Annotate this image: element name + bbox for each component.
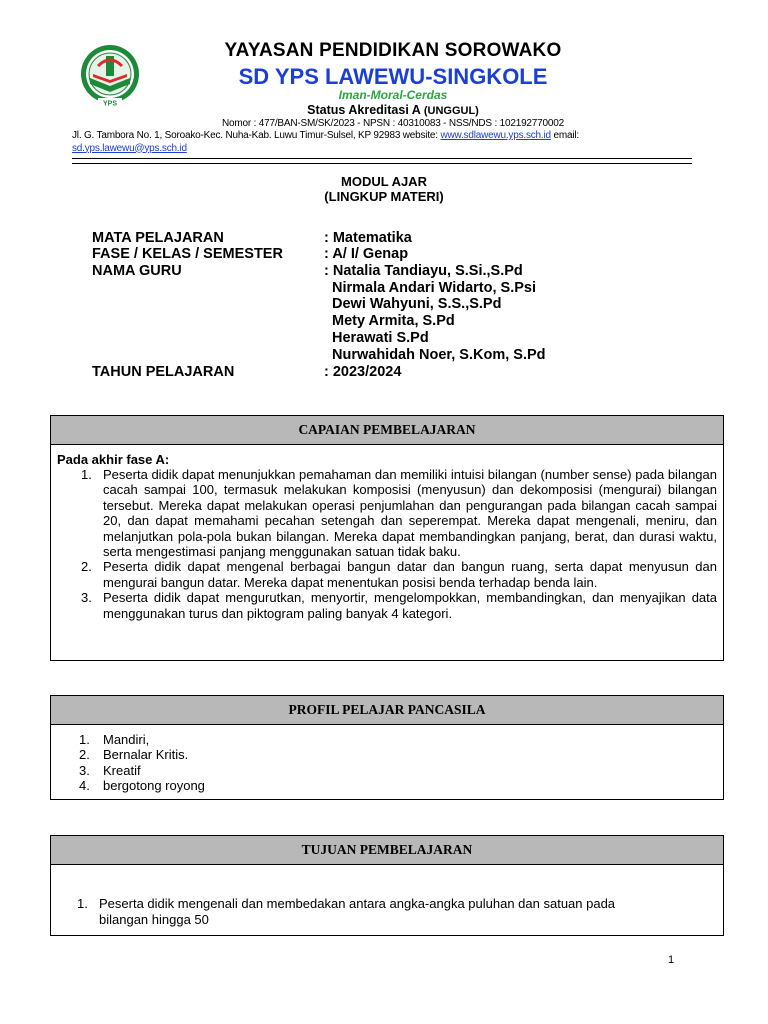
document-title: MODUL AJAR	[341, 174, 427, 189]
subject-value: : Matematika	[324, 230, 412, 246]
tujuan-heading: TUJUAN PEMBELAJARAN	[51, 836, 723, 865]
capaian-section	[50, 415, 724, 661]
list-item: 3. Kreatif	[79, 762, 141, 778]
accreditation-status	[0, 100, 768, 117]
profil-item-text: Kreatif	[103, 762, 141, 778]
registration-numbers: Nomor : 477/BAN-SM/SK/2023 - NPSN : 40310083 - NSS/NDS : 102192770002	[222, 118, 564, 129]
school-name: SD YPS LAWEWU-SINGKOLE	[238, 64, 548, 89]
teacher-label: NAMA GURU	[92, 263, 182, 279]
phase-value: : A/ I/ Genap	[324, 246, 409, 262]
profil-heading: PROFIL PELAJAR PANCASILA	[51, 696, 723, 725]
logo-text: YPS	[102, 100, 118, 108]
foundation-name: YAYASAN PENDIDIKAN SOROWAKO	[224, 40, 562, 61]
list-item: 4. bergotong royong	[79, 778, 205, 794]
email-link[interactable]: sd.yps.lawewu@yps.sch.id	[72, 142, 187, 154]
page-number: 1	[668, 954, 675, 966]
email-label: email:	[553, 130, 579, 141]
address-text: Jl. G. Tambora No. 1, Soroako-Kec. Nuha-Kab. Luwu Timur-Sulsel, KP 92983 website:	[72, 130, 438, 141]
phase-label: FASE / KELAS / SEMESTER	[92, 246, 283, 262]
list-item: 1. Peserta didik mengenali dan membedakan antara angka-angka puluhan dan satuan pada bilangan hingga 50	[77, 896, 663, 928]
school-motto: Iman-Moral-Cerdas	[338, 88, 448, 102]
school-address	[72, 130, 692, 155]
capaian-list	[57, 467, 717, 621]
teacher-name: Dewi Wahyuni, S.S.,S.Pd	[332, 296, 502, 312]
document-subtitle: (LINGKUP MATERI)	[324, 189, 444, 204]
list-item: 1. Mandiri,	[79, 732, 150, 747]
tujuan-item-text: Peserta didik mengenali dan membedakan antara angka-angka puluhan dan satuan pada bilangan hingga 50	[99, 896, 616, 927]
website-link[interactable]: www.sdlawewu.yps.sch.id	[440, 130, 551, 141]
capaian-item-text: Peserta didik dapat menunjukkan pemahaman dan memiliki intuisi bilangan (number sense) pada bilangan cacah sampai 100, termasuk melakukan komposisi (menyusun) dan dekomposisi (mengurai) bilangan tersebut. Mereka dapat melakukan operasi penjumlahan dan pengurangan pada bilangan cacah sampai 20, dan dapat memahami pecahan setengah dan seperempat. Mereka dapat mengenali, meniru, dan melanjutkan pola-pola bukan bilangan. Mereka dapat membandingkan panjang, berat, dan durasi waktu, serta mengestimasi panjang menggunakan satuan tidak baku.	[103, 467, 717, 560]
list-item: 2. Peserta didik dapat mengenal berbagai bangun datar dan bangun ruang, serta dapat menyusun dan mengurai bangun datar. Mereka dapat menentukan posisi benda terhadap benda lain.	[81, 559, 717, 590]
teacher-name: Nirmala Andari Widarto, S.Psi	[332, 280, 536, 296]
capaian-item-text: Peserta didik dapat mengenal berbagai bangun datar dan bangun ruang, serta dapat menyusun dan mengurai bangun datar. Mereka dapat menentukan posisi benda terhadap benda lain.	[103, 559, 717, 590]
list-item: 2. Bernalar Kritis.	[79, 747, 189, 763]
accreditation-main: Status Akreditasi A	[307, 103, 421, 117]
header-divider-bottom	[72, 163, 692, 164]
year-label: TAHUN PELAJARAN	[92, 364, 235, 380]
capaian-intro: Pada akhir fase A:	[57, 452, 170, 467]
tujuan-section	[50, 835, 724, 936]
profil-list	[79, 732, 205, 794]
accreditation-grade: (UNGGUL)	[423, 105, 479, 117]
subject-label: MATA PELAJARAN	[92, 230, 224, 246]
header-divider-top	[72, 158, 692, 159]
list-item: 3. Peserta didik dapat mengurutkan, menyortir, mengelompokkan, membandingkan, dan menyajikan data menggunakan turus dan piktogram paling banyak 4 kategori.	[81, 590, 717, 621]
capaian-heading: CAPAIAN PEMBELAJARAN	[51, 416, 723, 445]
profil-item-text: bergotong royong	[103, 778, 205, 794]
teacher-name: Herawati S.Pd	[332, 330, 429, 346]
profil-section	[50, 695, 724, 800]
capaian-item-text: Peserta didik dapat mengurutkan, menyortir, mengelompokkan, membandingkan, dan menyajikan data menggunakan turus dan piktogram paling banyak 4 kategori.	[103, 590, 717, 621]
profil-item-text: Bernalar Kritis.	[103, 747, 189, 763]
year-value: : 2023/2024	[324, 364, 402, 380]
list-item: 1. Peserta didik dapat menunjukkan pemahaman dan memiliki intuisi bilangan (number sense) pada bilangan cacah sampai 100, termasuk melakukan komposisi (menyusun) dan dekomposisi (mengurai) bilangan tersebut. Mereka dapat melakukan operasi penjumlahan dan pengurangan pada bilangan cacah sampai 20, dan dapat memahami pecahan setengah dan seperempat. Mereka dapat mengenali, meniru, dan melanjutkan pola-pola bukan bilangan. Mereka dapat membandingkan panjang, berat, dan durasi waktu, serta mengestimasi panjang menggunakan satuan tidak baku.	[81, 467, 717, 560]
teacher-name: Nurwahidah Noer, S.Kom, S.Pd	[332, 347, 546, 363]
teacher-name: Mety Armita, S.Pd	[332, 313, 455, 329]
teacher-name: : Natalia Tandiayu, S.Si.,S.Pd	[324, 263, 523, 279]
profil-item-text: Mandiri,	[103, 732, 150, 747]
